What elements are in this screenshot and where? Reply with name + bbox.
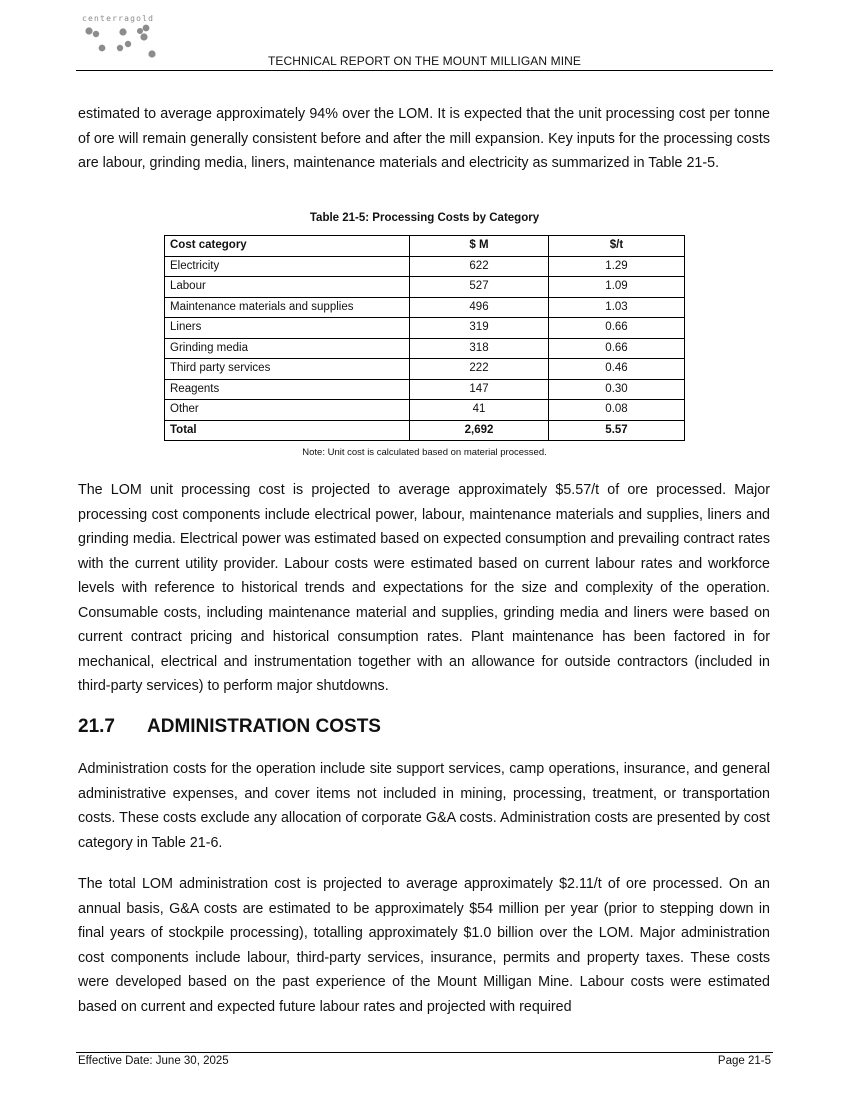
cell-millions: 318 (410, 338, 549, 359)
processing-costs-table (164, 235, 685, 441)
cell-millions: 222 (410, 359, 549, 380)
cell-per-tonne: 1.29 (549, 256, 685, 277)
table-total-row (165, 420, 685, 441)
table-row (165, 297, 685, 318)
table-row (165, 338, 685, 359)
cell-category: Other (165, 400, 410, 421)
section-number: 21.7 (78, 716, 115, 737)
cell-category: Third party services (165, 359, 410, 380)
column-header-millions: $ M (410, 236, 549, 257)
cell-millions: 147 (410, 379, 549, 400)
column-header-cost-category: Cost category (165, 236, 410, 257)
footer-divider (76, 1052, 773, 1053)
logo-wordmark: centerragold (82, 14, 155, 23)
cell-category: Electricity (165, 256, 410, 277)
cell-per-tonne: 0.66 (549, 338, 685, 359)
cell-per-tonne: 1.09 (549, 277, 685, 298)
cell-millions: 622 (410, 256, 549, 277)
table-caption: Table 21-5: Processing Costs by Category (309, 212, 540, 224)
cell-total-millions: 2,692 (410, 420, 549, 441)
paragraph-processing-intro: estimated to average approximately 94% over the LOM. It is expected that the unit processing cost per tonne of ore will remain generally consistent before and after the mill expansion. Key inputs for the processing costs are labour, grinding media, liners, maintenance materials and electricity as summarized in Table 21-5. (78, 106, 770, 171)
table-row (165, 359, 685, 380)
cell-per-tonne: 1.03 (549, 297, 685, 318)
column-header-per-tonne: $/t (549, 236, 685, 257)
table-row (165, 400, 685, 421)
section-heading (78, 716, 381, 738)
section-title: ADMINISTRATION COSTS (147, 716, 381, 737)
header-divider (76, 70, 773, 71)
table-row (165, 318, 685, 339)
cell-category: Labour (165, 277, 410, 298)
cell-total-label: Total (165, 420, 410, 441)
table-row (165, 277, 685, 298)
cell-per-tonne: 0.66 (549, 318, 685, 339)
table-row (165, 379, 685, 400)
cell-category: Liners (165, 318, 410, 339)
cell-total-per-tonne: 5.57 (549, 420, 685, 441)
paragraph-unit-processing-cost: The LOM unit processing cost is projected to average approximately $5.57/t of ore processed. Major processing cost components include electrical power, labour, maintenance materials and supplies, liners and grinding media. Electrical power was estimated based on expected consumption and prevailing contract rates with the current utility provider. Labour costs were estimated based on current labour rates and workforce levels with reference to historical trends and expectations for the size and complexity of the operation. Consumable costs, including maintenance material and supplies, grinding media and liners were based on current contract pricing and historical consumption rates. Plant maintenance has been factored in for mechanical, electrical and instrumentation together with an allowance for outside contractors (included in third-party services) to perform major shutdowns. (78, 482, 770, 694)
cell-millions: 527 (410, 277, 549, 298)
table-header-row (165, 236, 685, 257)
paragraph-administration-intro: Administration costs for the operation include site support services, camp operations, insurance, and general administrative expenses, and cover items not included in mining, processing, treatment, or transportation costs. These costs exclude any allocation of corporate G&A costs. Administration costs are presented by cost category in Table 21-6. (78, 761, 770, 851)
cell-category: Reagents (165, 379, 410, 400)
cell-per-tonne: 0.30 (549, 379, 685, 400)
cell-per-tonne: 0.08 (549, 400, 685, 421)
cell-category: Grinding media (165, 338, 410, 359)
cell-millions: 41 (410, 400, 549, 421)
cell-category: Maintenance materials and supplies (165, 297, 410, 318)
cell-millions: 319 (410, 318, 549, 339)
cell-per-tonne: 0.46 (549, 359, 685, 380)
footer-effective-date: Effective Date: June 30, 2025 (78, 1055, 229, 1067)
paragraph-administration-cost: The total LOM administration cost is projected to average approximately $2.11/t of ore processed. On an annual basis, G&A costs are estimated to be approximately $54 million per year (prior to stepping down in final years of stockpile processing), totalling approximately $1.0 billion over the LOM. Major administration cost components include labour, third-party services, insurance, permits and property taxes. These costs were developed based on the past experience of the Mount Milligan Mine. Labour costs were estimated based on current and expected future labour rates and projected with required (78, 876, 770, 1015)
document-header-title: TECHNICAL REPORT ON THE MOUNT MILLIGAN MINE (267, 54, 581, 68)
table-row (165, 256, 685, 277)
table-note: Note: Unit cost is calculated based on material processed. (302, 447, 547, 458)
cell-millions: 496 (410, 297, 549, 318)
footer-page-number: Page 21-5 (717, 1055, 771, 1067)
